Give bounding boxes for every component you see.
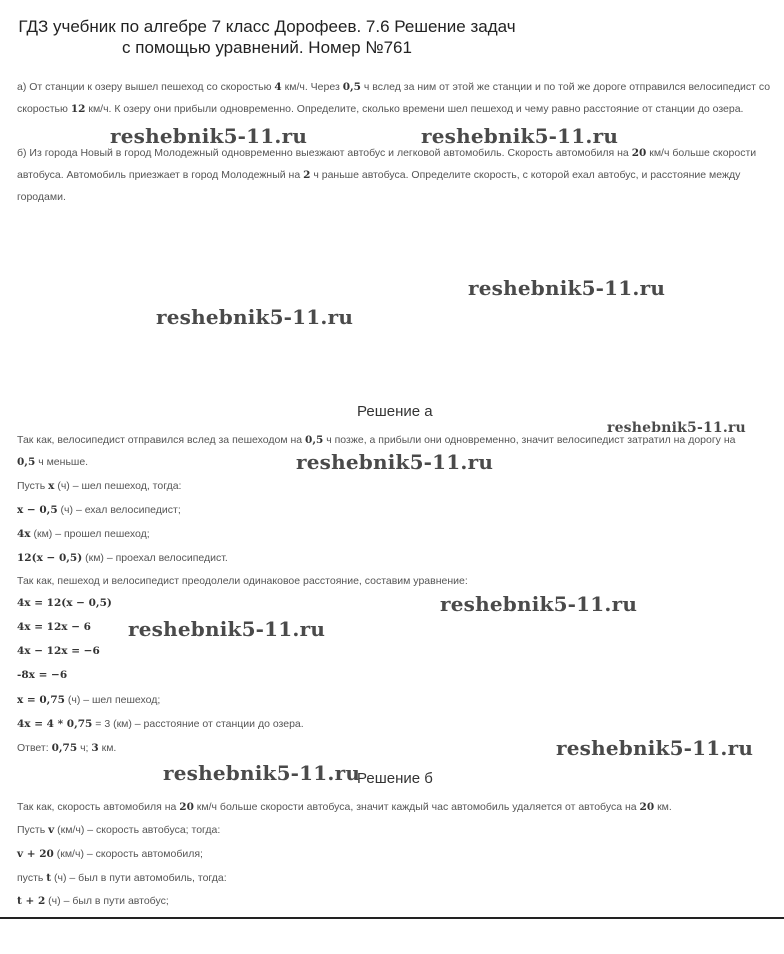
- solution-a-text: км.: [98, 742, 117, 754]
- solution-a-math: 0,5: [305, 434, 324, 446]
- watermark: reshebnik5-11.ru: [110, 124, 308, 148]
- solution-a-math: 0,75: [51, 742, 78, 754]
- solution-a-math: x: [48, 480, 55, 492]
- solution-a-equation-6: [17, 717, 304, 731]
- solution-a-heading: Решение а: [357, 403, 433, 420]
- solution-a-equation-2: 4x = 12x − 6: [17, 621, 91, 633]
- watermark: reshebnik5-11.ru: [607, 420, 746, 436]
- problem-a: [17, 76, 772, 120]
- solution-a-math: 3: [91, 742, 99, 754]
- bottom-divider: [0, 917, 784, 919]
- solution-a-step-1: [17, 503, 181, 517]
- solution-a-let: [17, 479, 181, 493]
- solution-a-math: 12(x − 0,5): [17, 552, 83, 564]
- solution-b-text: пусть: [17, 872, 47, 884]
- problem-a-text: ч вслед за ним от этой же станции и по той же дороге отправился велосипедист со скоростью: [17, 81, 771, 115]
- solution-a-equation-4: -8x = −6: [17, 669, 68, 681]
- solution-a-text: ч;: [77, 742, 92, 754]
- problem-a-text: км/ч. Через: [281, 81, 343, 93]
- solution-a-text: = 3 (км) – расстояние от станции до озера.: [92, 718, 304, 730]
- solution-a-text: (ч) – шел пешеход, тогда:: [54, 480, 182, 492]
- watermark: reshebnik5-11.ru: [421, 124, 619, 148]
- problem-b-math: 2: [303, 169, 311, 181]
- solution-a-math: 4x = 4 * 0,75: [17, 718, 93, 730]
- solution-b-text: (км/ч) – скорость автомобиля;: [53, 848, 203, 860]
- solution-a-text: (ч) – ехал велосипедист;: [57, 504, 181, 516]
- solution-b-text: (км/ч) – скорость автобуса; тогда:: [54, 824, 221, 836]
- watermark: reshebnik5-11.ru: [556, 736, 754, 760]
- problem-b-math: 20: [631, 147, 647, 159]
- solution-a-equation-5: [17, 693, 160, 707]
- solution-b-math: t + 2: [17, 895, 46, 907]
- problem-a-text: км/ч. К озеру они прибыли одновременно. Определите, сколько времени шел пешеход и чему равно расстояние от станции до озера.: [85, 103, 744, 115]
- watermark: reshebnik5-11.ru: [163, 761, 361, 785]
- solution-b-intro: [17, 800, 672, 814]
- watermark: reshebnik5-11.ru: [156, 305, 354, 329]
- solution-a-equation-1: 4x = 12(x − 0,5): [17, 597, 112, 609]
- problem-b-text: б) Из города Новый в город Молодежный одновременно выезжают автобус и легковой автомобиль. Скорость автомобиля на: [17, 147, 632, 159]
- problem-a-math: 12: [70, 103, 86, 115]
- solution-b-text: Так как, скорость автомобиля на: [17, 801, 180, 813]
- solution-a-step-3: [17, 551, 228, 565]
- solution-a-equation-intro: Так как, пешеход и велосипедист преодолели одинаковое расстояние, составим уравнение:: [17, 575, 468, 587]
- watermark: reshebnik5-11.ru: [468, 276, 666, 300]
- solution-a-math: x = 0,75: [17, 694, 65, 706]
- page-title-line-2: с помощью уравнений. Номер №761: [122, 38, 412, 57]
- solution-a-text: ч меньше.: [35, 456, 89, 468]
- solution-a-equation-3: 4x − 12x = −6: [17, 645, 100, 657]
- solution-a-answer: [17, 741, 116, 755]
- solution-b-math: 20: [179, 801, 194, 813]
- solution-a-text: (км) – прошел пешеход;: [30, 528, 150, 540]
- solution-a-math: 4x: [17, 528, 31, 540]
- solution-a-text: Так как, велосипедист отправился вслед за пешеходом на: [17, 434, 306, 446]
- solution-b-text: (ч) – был в пути автобус;: [45, 895, 169, 907]
- problem-a-math: 0,5: [342, 81, 361, 93]
- solution-b-math: v + 20: [17, 848, 54, 860]
- solution-b-math: v: [48, 824, 55, 836]
- watermark: reshebnik5-11.ru: [296, 450, 494, 474]
- solution-b-heading: Решение б: [357, 770, 433, 787]
- solution-b-line-1: [17, 823, 220, 837]
- solution-b-line-3: [17, 871, 227, 885]
- solution-b-text: Пусть: [17, 824, 49, 836]
- problem-b-text: км/ч больше скорости автобуса. Автомобиль приезжает в город Молодежный на: [17, 147, 757, 181]
- solution-b-text: км/ч больше скорости автобуса, значит каждый час автомобиль удаляется от автобуса на: [193, 801, 640, 813]
- page-title: [0, 16, 534, 58]
- watermark: reshebnik5-11.ru: [128, 617, 326, 641]
- solution-a-math: x − 0,5: [17, 504, 58, 516]
- solution-b-text: (ч) – был в пути автомобиль, тогда:: [51, 872, 227, 884]
- solution-a-text: (ч) – шел пешеход;: [64, 694, 161, 706]
- watermark: reshebnik5-11.ru: [440, 592, 638, 616]
- solution-b-math: 20: [639, 801, 655, 813]
- problem-a-math: 4: [274, 81, 282, 93]
- solution-a-text: ч позже, а прибыли они одновременно, значит велосипедист затратил на дорогу на: [323, 434, 736, 446]
- page-title-line-1: ГДЗ учебник по алгебре 7 класс Дорофеев. 7.6 Решение задач: [18, 17, 516, 36]
- solution-b-line-2: [17, 847, 203, 861]
- problem-b-text: ч раньше автобуса. Определите скорость, с которой ехал автобус, и расстояние между городами.: [17, 169, 741, 203]
- problem-a-text: а) От станции к озеру вышел пешеход со скоростью: [17, 81, 275, 93]
- solution-a-step-2: [17, 527, 150, 541]
- solution-a-text: Пусть: [17, 480, 49, 492]
- solution-b-text: км.: [654, 801, 672, 813]
- solution-a-text: (км) – проехал велосипедист.: [82, 552, 228, 564]
- solution-b-line-4: [17, 894, 169, 908]
- solution-a-math: 0,5: [17, 456, 36, 468]
- solution-b-math: t: [46, 872, 52, 884]
- problem-b: [17, 142, 772, 208]
- solution-a-text: Ответ:: [17, 742, 52, 754]
